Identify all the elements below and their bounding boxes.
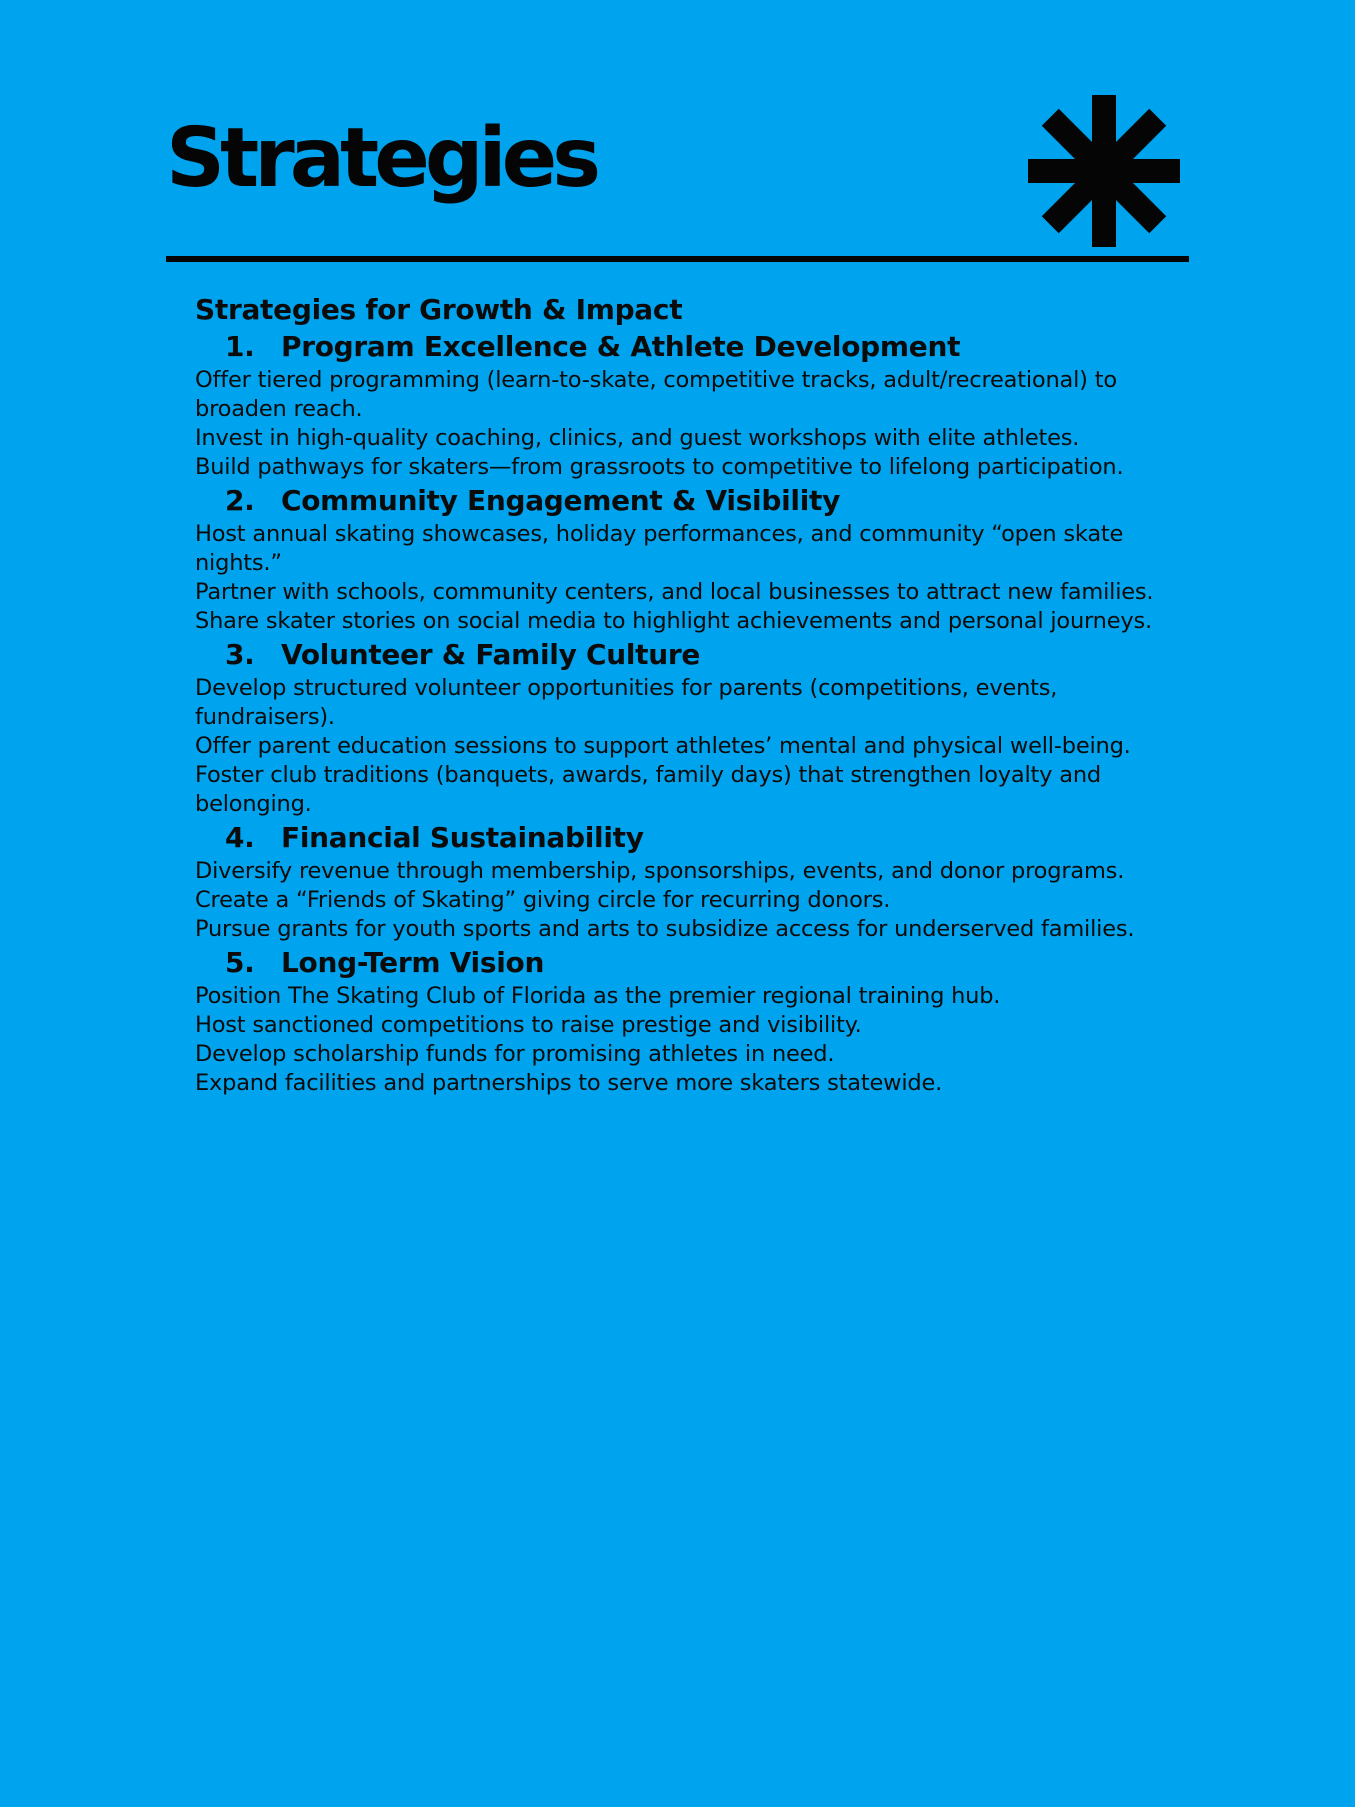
- strategy-point: Host sanctioned competitions to raise prestige and visibility.: [195, 1012, 862, 1038]
- strategy-title: Volunteer & Family Culture: [281, 638, 701, 671]
- strategy-number: 5.: [225, 946, 255, 979]
- strategy-number: 2.: [225, 484, 255, 517]
- strategy-number: 4.: [225, 821, 255, 854]
- strategy-point: Build pathways for skaters—from grassroots to competitive to lifelong participation.: [195, 454, 1124, 480]
- strategy-heading: [195, 636, 1185, 674]
- strategy-point: Foster club traditions (banquets, awards, family days) that strengthen loyalty and belonging.: [195, 762, 1101, 817]
- strategy-number: 1.: [225, 330, 255, 363]
- strategy-point: Position The Skating Club of Florida as the premier regional training hub.: [195, 983, 1001, 1009]
- strategy-point: Invest in high-quality coaching, clinics, and guest workshops with elite athletes.: [195, 425, 1080, 451]
- strategy-title: Community Engagement & Visibility: [281, 484, 841, 517]
- strategy-point: Offer tiered programming (learn-to-skate, competitive tracks, adult/recreational) to broaden reach.: [195, 367, 1117, 422]
- strategy-item: [195, 482, 1185, 636]
- strategy-heading: [195, 328, 1185, 366]
- strategy-point: Develop structured volunteer opportunities for parents (competitions, events, fundraisers).: [195, 675, 1058, 730]
- strategy-item: [195, 328, 1185, 482]
- strategy-point: Offer parent education sessions to support athletes’ mental and physical well-being.: [195, 733, 1131, 759]
- strategy-item: [195, 819, 1185, 944]
- strategy-item: [195, 944, 1185, 1098]
- strategy-heading: [195, 482, 1185, 520]
- strategy-point: Host annual skating showcases, holiday performances, and community “open skate nights.”: [195, 521, 1124, 576]
- asterisk-icon: [1028, 95, 1180, 247]
- section-heading: Strategies for Growth & Impact: [195, 293, 683, 326]
- strategy-point: Diversify revenue through membership, sponsorships, events, and donor programs.: [195, 858, 1125, 884]
- strategy-point: Pursue grants for youth sports and arts to subsidize access for underserved families.: [195, 916, 1135, 942]
- strategy-point: Create a “Friends of Skating” giving circle for recurring donors.: [195, 887, 891, 913]
- strategy-title: Program Excellence & Athlete Development: [281, 330, 961, 363]
- page-title: Strategies: [166, 111, 597, 206]
- strategy-item: [195, 636, 1185, 819]
- strategy-heading: [195, 944, 1185, 982]
- strategy-point: Expand facilities and partnerships to serve more skaters statewide.: [195, 1070, 943, 1096]
- strategies-content: [195, 292, 1185, 1098]
- title-divider: [166, 256, 1189, 262]
- strategy-title: Long-Term Vision: [281, 946, 545, 979]
- strategy-point: Develop scholarship funds for promising athletes in need.: [195, 1041, 835, 1067]
- strategy-point: Share skater stories on social media to highlight achievements and personal journeys.: [195, 608, 1152, 634]
- strategy-point: Partner with schools, community centers, and local businesses to attract new families.: [195, 579, 1154, 605]
- strategy-number: 3.: [225, 638, 255, 671]
- strategy-title: Financial Sustainability: [281, 821, 644, 854]
- strategy-heading: [195, 819, 1185, 857]
